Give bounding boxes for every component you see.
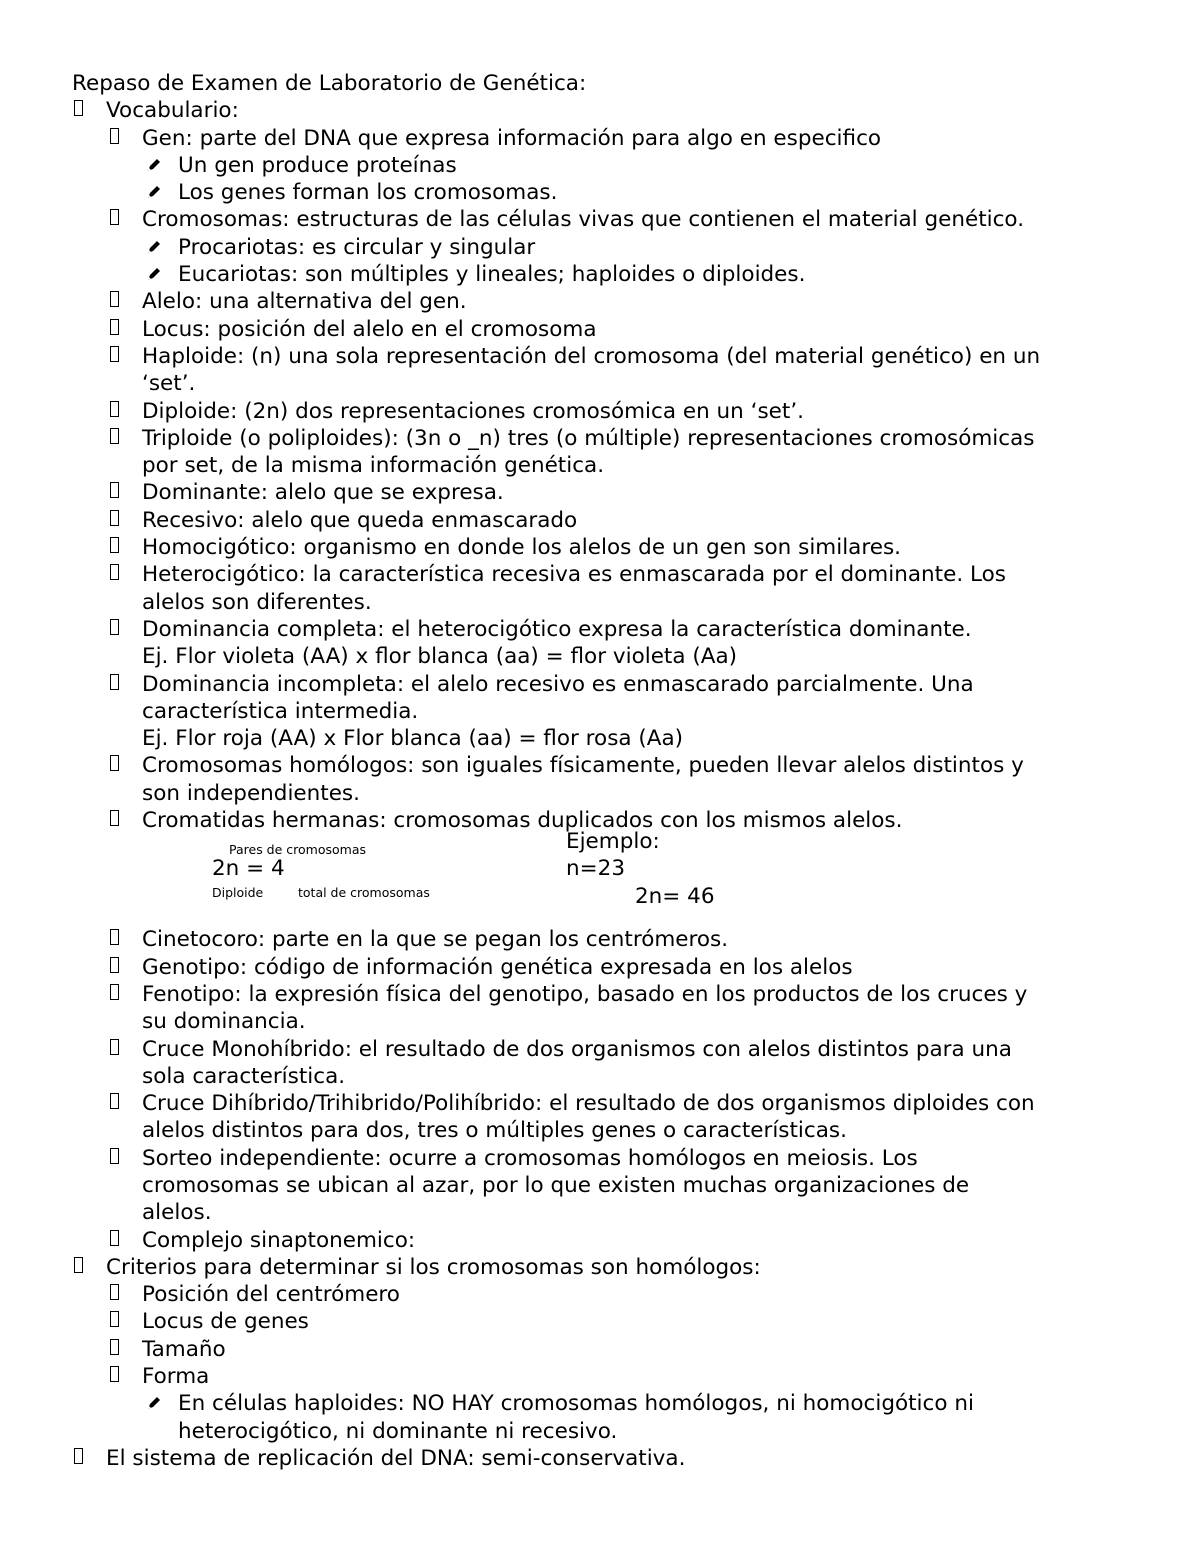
item-text: Locus de genes: [142, 1309, 309, 1335]
diploid-label: Diploide: [212, 885, 264, 901]
item-text: Cromosomas homólogos: son iguales físicamente, pueden llevar alelos distintos y son independientes.: [142, 753, 1024, 806]
list-item: [108, 1281, 1132, 1308]
vocab-list-b: [72, 926, 1132, 1254]
item-text: Cinetocoro: parte en la que se pegan los centrómeros.: [142, 927, 729, 953]
list-item: [108, 425, 1132, 480]
square-bullet-icon: [108, 671, 142, 698]
square-bullet-icon: [108, 1227, 142, 1254]
item-text: Eucariotas: son múltiples y lineales; haploides o diploides.: [178, 262, 806, 288]
two-n-value: 2n= 46: [635, 884, 715, 910]
list-item: [108, 1308, 1132, 1335]
item-text: Posición del centrómero: [142, 1282, 400, 1308]
pairs-label: Pares de cromosomas: [229, 842, 366, 858]
item-text: Haploide: (n) una sola representación del cromosoma (del material genético) en un ‘set’.: [142, 343, 1041, 397]
list-item: [108, 288, 1132, 315]
list-item: [108, 1145, 1132, 1227]
list-item: [108, 125, 1132, 152]
item-text: Homocigótico: organismo en donde los alelos de un gen son similares.: [142, 535, 901, 561]
item-text: Gen: parte del DNA que expresa información para algo en especifico: [142, 125, 882, 151]
square-bullet-icon: [108, 1145, 142, 1172]
example-heading: Ejemplo:: [566, 829, 660, 855]
item-text: Alelo: una alternativa del gen.: [142, 289, 467, 315]
item-text: Heterocigótico: la característica recesiva es enmascarada por el dominante. Los alelos son diferentes.: [142, 562, 1006, 615]
square-bullet-icon: [108, 981, 142, 1008]
formula: 2n = 4: [212, 856, 285, 882]
item-text: Procariotas: es circular y singular: [178, 234, 536, 260]
square-bullet-icon: [108, 1363, 142, 1390]
square-bullet-icon: [108, 206, 142, 233]
chromosome-example: [72, 829, 1132, 926]
sub-list-item: [144, 1390, 1132, 1445]
square-bullet-icon: [108, 398, 142, 425]
item-text: Dominante: alelo que se expresa.: [142, 480, 504, 506]
list-item: [108, 507, 1132, 534]
pencil-bullet-icon: [144, 261, 178, 288]
item-text: Dominancia completa: el heterocigótico expresa la característica dominante. Ej. Flor violeta (AA) x flor blanca (aa) = flor violeta (Aa): [142, 616, 972, 670]
item-text: Sorteo independiente: ocurre a cromosomas homólogos en meiosis. Los cromosomas se ubican al azar, por lo que existen muchas organizaciones de alelos.: [142, 1145, 970, 1226]
criterios-list: [72, 1281, 1132, 1390]
item-text: Fenotipo: la expresión física del genotipo, basado en los productos de los cruces y su dominancia.: [142, 981, 1028, 1035]
square-bullet-icon: [72, 1254, 106, 1281]
sub-list-item: [144, 261, 1132, 288]
item-text: Cruce Monohíbrido: el resultado de dos organismos con alelos distintos para una sola característica.: [142, 1036, 1012, 1089]
square-bullet-icon: [108, 752, 142, 779]
item-text: Forma: [142, 1364, 210, 1390]
item-text: Un gen produce proteínas: [178, 152, 457, 178]
pencil-bullet-icon: [144, 152, 178, 179]
list-item: [108, 1090, 1132, 1145]
square-bullet-icon: [108, 343, 142, 370]
item-text: Cruce Dihíbrido/Trihibrido/Polihíbrido: el resultado de dos organismos diploides con alelos distintos para dos, tres o múltiples genes o características.: [142, 1091, 1035, 1144]
section-heading: Criterios para determinar si los cromosomas son homólogos:: [106, 1254, 761, 1280]
square-bullet-icon: [72, 1445, 106, 1472]
square-bullet-icon: [108, 561, 142, 588]
pencil-bullet-icon: [144, 179, 178, 206]
document-title: Repaso de Examen de Laboratorio de Genética:: [72, 71, 587, 96]
list-item: [108, 954, 1132, 981]
total-label: total de cromosomas: [298, 885, 430, 901]
square-bullet-icon: [108, 425, 142, 452]
document-page: [72, 70, 1132, 1472]
sub-list-item: [144, 179, 1132, 206]
section-heading: El sistema de replicación del DNA: semi-conservativa.: [106, 1445, 686, 1471]
list-item: [108, 343, 1132, 398]
square-bullet-icon: [72, 97, 106, 124]
square-bullet-icon: [108, 616, 142, 643]
item-text: En células haploides: NO HAY cromosomas homólogos, ni homocigótico ni heterocigótico, ni dominante ni recesivo.: [178, 1391, 974, 1444]
item-text: Los genes forman los cromosomas.: [178, 180, 558, 206]
square-bullet-icon: [108, 1281, 142, 1308]
item-text: Triploide (o poliploides): (3n o _n) tres (o múltiple) representaciones cromosómicas por set, de la misma información genética.: [142, 425, 1035, 479]
square-bullet-icon: [108, 926, 142, 953]
item-text: Locus: posición del alelo en el cromosoma: [142, 316, 597, 342]
square-bullet-icon: [108, 1308, 142, 1335]
section-replicacion: [72, 1445, 1132, 1472]
list-item: [108, 671, 1132, 753]
square-bullet-icon: [108, 125, 142, 152]
square-bullet-icon: [108, 316, 142, 343]
pencil-bullet-icon: [144, 234, 178, 261]
n-value: n=23: [566, 856, 625, 882]
list-item: [108, 752, 1132, 807]
section-vocabulario: [72, 97, 1132, 124]
list-item: [108, 561, 1132, 616]
item-text: Cromosomas: estructuras de las células vivas que contienen el material genético.: [142, 207, 1025, 233]
item-text: Complejo sinaptonemico:: [142, 1227, 416, 1253]
list-item: [108, 1227, 1132, 1254]
item-text: Recesivo: alelo que queda enmascarado: [142, 507, 578, 533]
list-item: [108, 981, 1132, 1036]
list-item: [108, 616, 1132, 671]
square-bullet-icon: [108, 288, 142, 315]
list-item: [108, 1336, 1132, 1363]
square-bullet-icon: [108, 1090, 142, 1117]
list-item: [108, 1363, 1132, 1390]
item-text: Tamaño: [142, 1336, 226, 1362]
pencil-bullet-icon: [144, 1390, 178, 1417]
square-bullet-icon: [108, 1036, 142, 1063]
list-item: [108, 926, 1132, 953]
square-bullet-icon: [108, 479, 142, 506]
list-item: [108, 398, 1132, 425]
section-heading: Vocabulario:: [106, 98, 239, 124]
section-criterios: [72, 1254, 1132, 1281]
item-text: Dominancia incompleta: el alelo recesivo es enmascarado parcialmente. Una característica intermedia. Ej. Flor roja (AA) x Flor blanca (aa) = flor rosa (Aa): [142, 671, 974, 752]
square-bullet-icon: [108, 954, 142, 981]
list-item: [108, 316, 1132, 343]
list-item: [108, 206, 1132, 233]
square-bullet-icon: [108, 507, 142, 534]
list-item: [108, 1036, 1132, 1091]
list-item: [108, 534, 1132, 561]
square-bullet-icon: [108, 534, 142, 561]
list-item: [108, 479, 1132, 506]
vocab-list-a: [72, 288, 1132, 834]
sub-list-item: [144, 152, 1132, 179]
sub-list-item: [144, 234, 1132, 261]
item-text: Genotipo: código de información genética expresada en los alelos: [142, 954, 853, 980]
square-bullet-icon: [108, 1336, 142, 1363]
item-text: Diploide: (2n) dos representaciones cromosómica en un ‘set’.: [142, 398, 804, 424]
square-bullet-icon: [108, 807, 142, 834]
item-text: Cromatidas hermanas: cromosomas duplicados con los mismos alelos.: [142, 808, 903, 834]
